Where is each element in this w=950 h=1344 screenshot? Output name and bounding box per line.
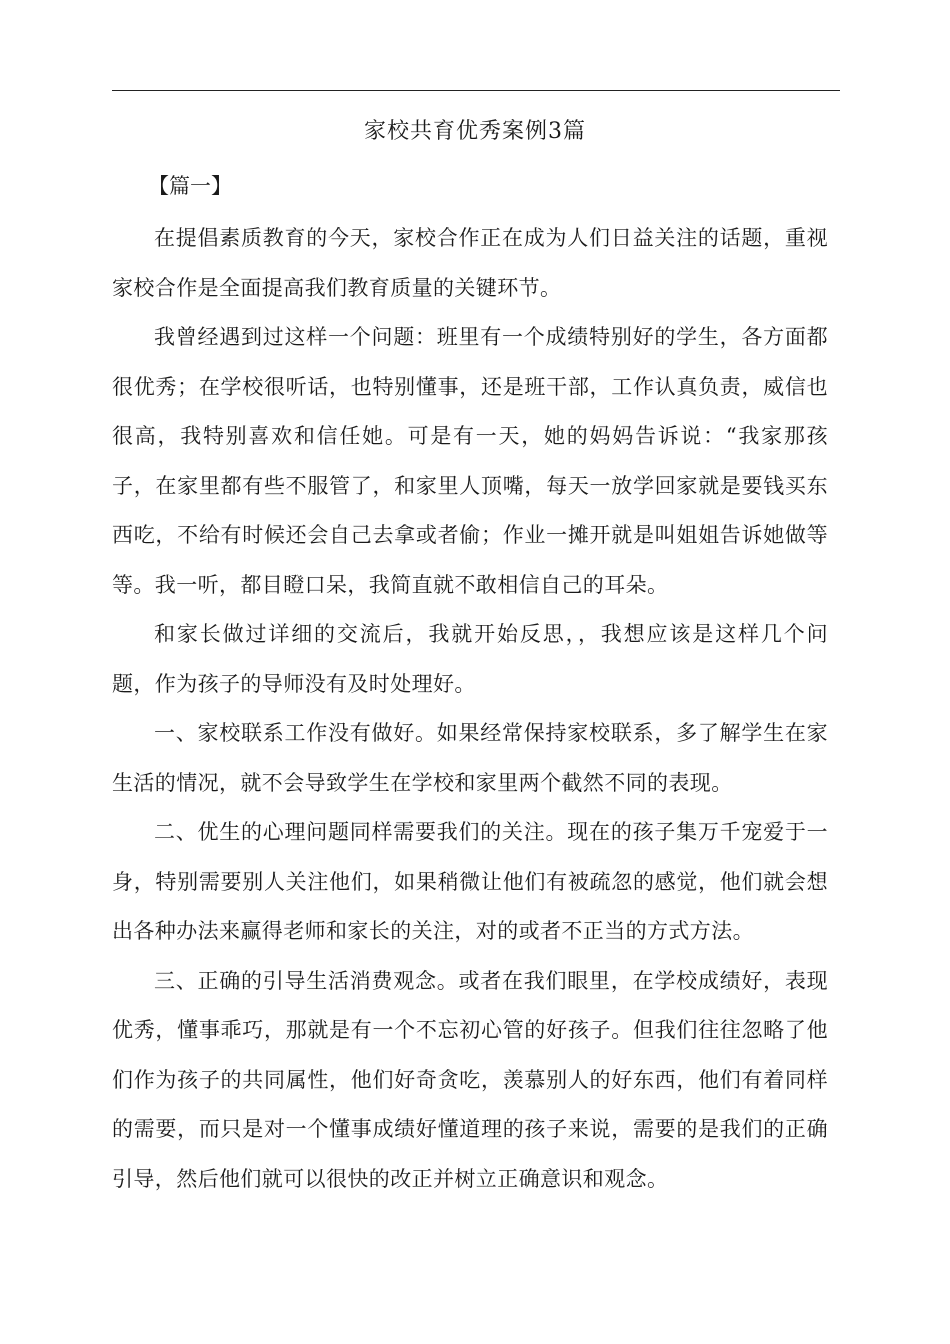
paragraph-problem: 我曾经遇到过这样一个问题：班里有一个成绩特别好的学生，各方面都很优秀；在学校很听话，也特别懂事，还是班干部，工作认真负责，威信也很高，我特别喜欢和信任她。可是有一天，她的妈妈告诉说：“我家那孩子，在家里都有些不服管了，和家里人顶嘴，每天一放学回家就是要钱买东西吃，不给有时候还会自己去拿或者偷；作业一摊开就是叫姐姐告诉她做等等。我一听，都目瞪口呆，我简直就不敢相信自己的耳朵。 bbox=[112, 325, 828, 597]
section-label: 【篇一】 bbox=[148, 174, 232, 198]
paragraph-point-three: 三、正确的引导生活消费观念。或者在我们眼里，在学校成绩好，表现优秀，懂事乖巧，那就是有一个不忘初心管的好孩子。但我们往往忽略了他们作为孩子的共同属性，他们好奇贪吃，羡慕别人的好东西，他们有着同样的需要，而只是对一个懂事成绩好懂道理的孩子来说，需要的是我们的正确引导，然后他们就可以很快的改正并树立正确意识和观念。 bbox=[112, 968, 828, 1191]
header-rule bbox=[112, 90, 840, 91]
document-body bbox=[112, 214, 828, 1204]
document-title: 家校共育优秀案例3篇 bbox=[364, 119, 586, 144]
paragraph-point-one: 一、家校联系工作没有做好。如果经常保持家校联系，多了解学生在家生活的情况，就不会导致学生在学校和家里两个截然不同的表现。 bbox=[112, 721, 828, 795]
paragraph-point-two: 二、优生的心理问题同样需要我们的关注。现在的孩子集万千宠爱于一身，特别需要别人关注他们，如果稍微让他们有被疏忽的感觉，他们就会想出各种办法来赢得老师和家长的关注，对的或者不正当的方式方法。 bbox=[112, 820, 828, 943]
paragraph-intro: 在提倡素质教育的今天，家校合作正在成为人们日益关注的话题，重视家校合作是全面提高我们教育质量的关键环节。 bbox=[112, 226, 828, 300]
paragraph-reflection: 和家长做过详细的交流后，我就开始反思，，我想应该是这样几个问题，作为孩子的导师没有及时处理好。 bbox=[112, 622, 828, 696]
